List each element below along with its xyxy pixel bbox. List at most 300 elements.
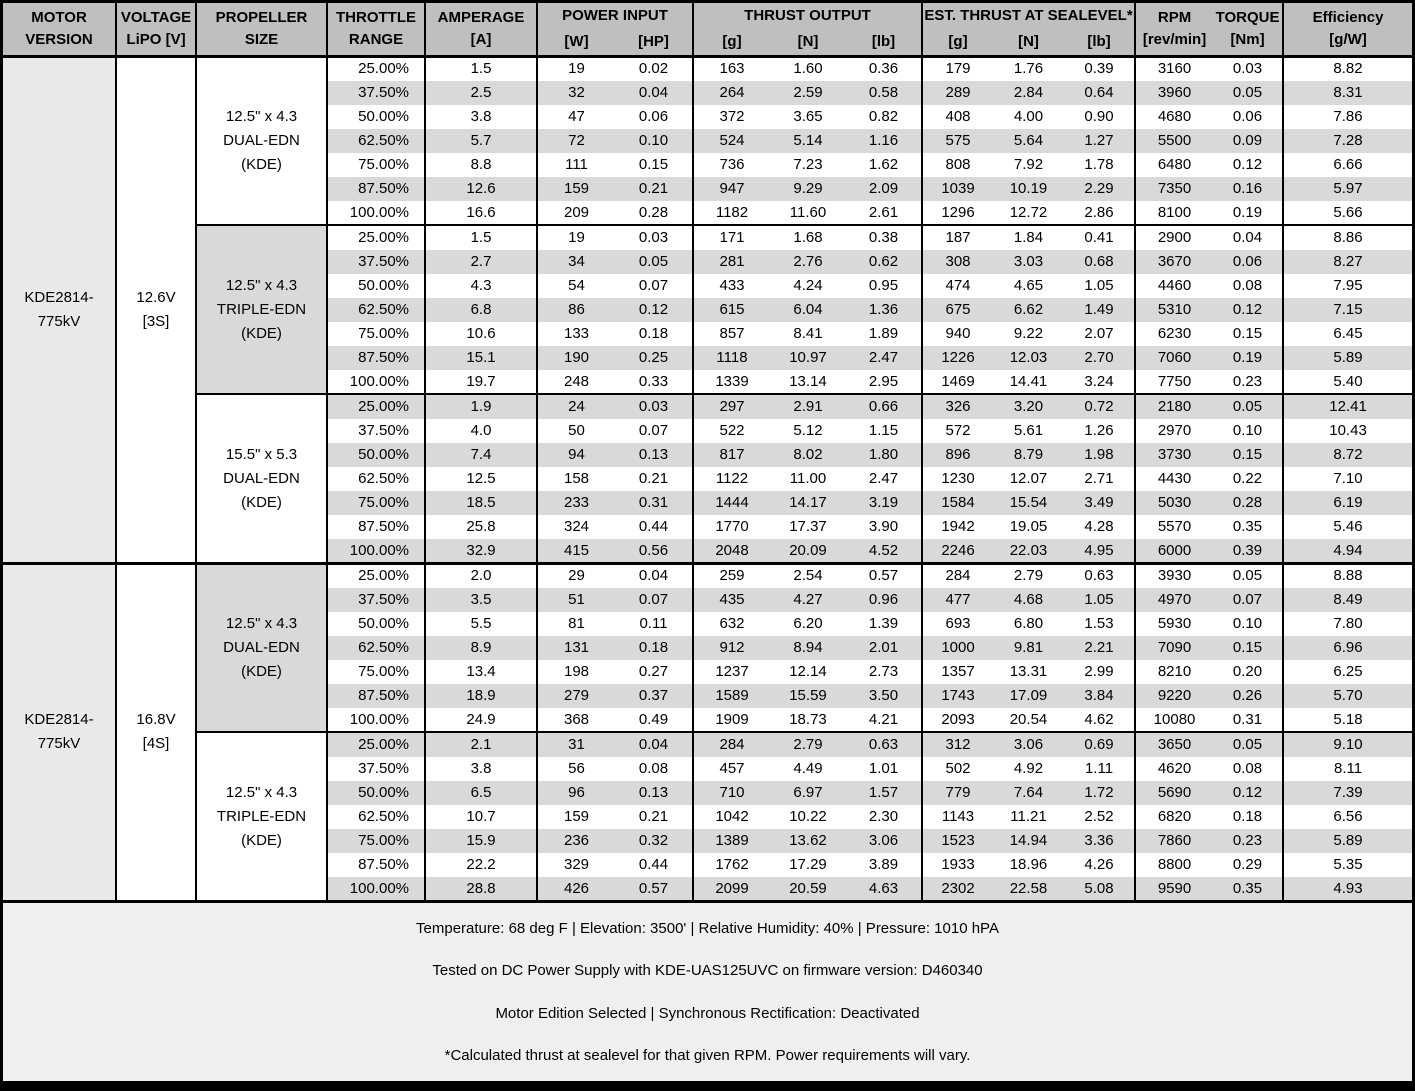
cell-est-lb: 1.78 <box>1064 153 1135 177</box>
cell-est-n: 3.03 <box>993 250 1064 274</box>
cell-est-n: 19.05 <box>993 515 1064 539</box>
cell-thrust-n: 10.97 <box>770 346 846 370</box>
header-label: [A] <box>470 31 492 48</box>
cell-efficiency: 8.11 <box>1283 757 1412 781</box>
cell-torque: 0.12 <box>1213 153 1283 177</box>
cell-est-n: 7.92 <box>993 153 1064 177</box>
cell-power-hp: 0.11 <box>615 612 693 636</box>
cell-torque: 0.39 <box>1213 539 1283 563</box>
cell-power-hp: 0.04 <box>615 732 693 756</box>
propeller-cell-line: (KDE) <box>241 493 282 511</box>
cell-power-w: 81 <box>537 612 615 636</box>
cell-power-w: 29 <box>537 563 615 587</box>
cell-efficiency: 6.45 <box>1283 322 1412 346</box>
cell-power-hp: 0.57 <box>615 877 693 901</box>
cell-efficiency: 8.82 <box>1283 57 1412 81</box>
voltage-cell <box>116 57 196 564</box>
cell-throttle: 87.50% <box>327 515 425 539</box>
cell-rpm: 5570 <box>1135 515 1213 539</box>
cell-amperage: 22.2 <box>425 853 537 877</box>
cell-amperage: 18.9 <box>425 684 537 708</box>
cell-torque: 0.08 <box>1213 274 1283 298</box>
cell-thrust-lb: 2.73 <box>846 660 922 684</box>
cell-power-hp: 0.33 <box>615 370 693 394</box>
cell-est-lb: 2.86 <box>1064 201 1135 225</box>
cell-thrust-n: 18.73 <box>770 708 846 732</box>
cell-power-hp: 0.32 <box>615 829 693 853</box>
cell-thrust-g: 912 <box>693 636 770 660</box>
cell-power-hp: 0.21 <box>615 805 693 829</box>
cell-thrust-g: 947 <box>693 177 770 201</box>
cell-amperage: 25.8 <box>425 515 537 539</box>
cell-rpm: 4970 <box>1135 588 1213 612</box>
cell-amperage: 10.6 <box>425 322 537 346</box>
cell-est-lb: 4.28 <box>1064 515 1135 539</box>
cell-thrust-n: 8.94 <box>770 636 846 660</box>
cell-throttle: 87.50% <box>327 177 425 201</box>
cell-throttle: 25.00% <box>327 57 425 81</box>
propeller-cell-line: 12.5" x 4.3 <box>225 783 298 801</box>
cell-amperage: 2.7 <box>425 250 537 274</box>
cell-efficiency: 5.46 <box>1283 515 1412 539</box>
cell-power-hp: 0.13 <box>615 781 693 805</box>
cell-est-lb: 0.68 <box>1064 250 1135 274</box>
cell-amperage: 3.8 <box>425 757 537 781</box>
cell-est-g: 1942 <box>922 515 993 539</box>
cell-power-w: 19 <box>537 57 615 81</box>
cell-rpm: 3650 <box>1135 732 1213 756</box>
cell-amperage: 2.5 <box>425 81 537 105</box>
cell-power-hp: 0.07 <box>615 274 693 298</box>
cell-throttle: 100.00% <box>327 539 425 563</box>
cell-thrust-lb: 0.58 <box>846 81 922 105</box>
footer-test-equipment: Tested on DC Power Supply with KDE-UAS125UVC on firmware version: D460340 <box>432 962 983 980</box>
cell-thrust-g: 1909 <box>693 708 770 732</box>
cell-thrust-g: 1762 <box>693 853 770 877</box>
cell-est-n: 10.19 <box>993 177 1064 201</box>
col-header-amperage <box>425 3 537 57</box>
cell-efficiency: 6.96 <box>1283 636 1412 660</box>
cell-throttle: 75.00% <box>327 660 425 684</box>
cell-efficiency: 8.86 <box>1283 225 1412 249</box>
cell-thrust-n: 20.59 <box>770 877 846 901</box>
cell-efficiency: 6.56 <box>1283 805 1412 829</box>
cell-amperage: 15.9 <box>425 829 537 853</box>
cell-power-w: 86 <box>537 298 615 322</box>
cell-est-n: 8.79 <box>993 443 1064 467</box>
cell-thrust-n: 8.41 <box>770 322 846 346</box>
cell-amperage: 2.1 <box>425 732 537 756</box>
cell-thrust-n: 13.14 <box>770 370 846 394</box>
propeller-cell-line: DUAL-EDN <box>223 132 300 150</box>
cell-thrust-n: 2.79 <box>770 732 846 756</box>
cell-torque: 0.07 <box>1213 588 1283 612</box>
cell-est-lb: 2.70 <box>1064 346 1135 370</box>
cell-thrust-lb: 0.63 <box>846 732 922 756</box>
cell-power-w: 279 <box>537 684 615 708</box>
cell-amperage: 18.5 <box>425 491 537 515</box>
cell-thrust-n: 4.27 <box>770 588 846 612</box>
cell-est-n: 1.84 <box>993 225 1064 249</box>
cell-est-n: 14.94 <box>993 829 1064 853</box>
cell-est-n: 12.07 <box>993 467 1064 491</box>
unit-header-hp: [HP] <box>615 29 693 57</box>
cell-efficiency: 6.66 <box>1283 153 1412 177</box>
cell-thrust-lb: 1.36 <box>846 298 922 322</box>
cell-torque: 0.28 <box>1213 491 1283 515</box>
cell-thrust-lb: 0.57 <box>846 563 922 587</box>
table-row <box>3 225 1412 249</box>
cell-rpm: 3960 <box>1135 81 1213 105</box>
cell-throttle: 62.50% <box>327 298 425 322</box>
cell-torque: 0.18 <box>1213 805 1283 829</box>
cell-torque: 0.35 <box>1213 877 1283 901</box>
cell-rpm: 8210 <box>1135 660 1213 684</box>
cell-torque: 0.16 <box>1213 177 1283 201</box>
cell-est-g: 308 <box>922 250 993 274</box>
cell-power-hp: 0.27 <box>615 660 693 684</box>
cell-thrust-g: 1042 <box>693 805 770 829</box>
table-row <box>3 394 1412 418</box>
cell-torque: 0.05 <box>1213 394 1283 418</box>
cell-thrust-lb: 4.52 <box>846 539 922 563</box>
motor-version-cell-line: KDE2814- <box>24 711 94 729</box>
cell-thrust-lb: 1.39 <box>846 612 922 636</box>
cell-power-hp: 0.18 <box>615 322 693 346</box>
col-header-motor-version <box>3 3 116 57</box>
cell-amperage: 10.7 <box>425 805 537 829</box>
cell-est-lb: 0.41 <box>1064 225 1135 249</box>
cell-throttle: 100.00% <box>327 201 425 225</box>
cell-est-g: 572 <box>922 419 993 443</box>
cell-thrust-lb: 1.57 <box>846 781 922 805</box>
header-label: LiPO [V] <box>126 31 186 48</box>
cell-est-n: 14.41 <box>993 370 1064 394</box>
cell-efficiency: 6.19 <box>1283 491 1412 515</box>
propeller-cell-line: 12.5" x 4.3 <box>225 615 298 633</box>
cell-power-hp: 0.44 <box>615 515 693 539</box>
cell-thrust-lb: 0.62 <box>846 250 922 274</box>
cell-thrust-lb: 3.06 <box>846 829 922 853</box>
cell-torque: 0.09 <box>1213 129 1283 153</box>
cell-rpm: 2180 <box>1135 394 1213 418</box>
cell-torque: 0.19 <box>1213 346 1283 370</box>
cell-est-g: 1143 <box>922 805 993 829</box>
cell-power-hp: 0.15 <box>615 153 693 177</box>
cell-rpm: 3670 <box>1135 250 1213 274</box>
cell-est-n: 11.21 <box>993 805 1064 829</box>
cell-rpm: 9220 <box>1135 684 1213 708</box>
cell-est-n: 7.64 <box>993 781 1064 805</box>
cell-thrust-g: 259 <box>693 563 770 587</box>
cell-est-g: 808 <box>922 153 993 177</box>
cell-efficiency: 7.15 <box>1283 298 1412 322</box>
cell-power-w: 236 <box>537 829 615 853</box>
cell-thrust-lb: 4.63 <box>846 877 922 901</box>
cell-amperage: 13.4 <box>425 660 537 684</box>
cell-throttle: 100.00% <box>327 708 425 732</box>
unit-header-est-lb: [lb] <box>1064 29 1135 57</box>
cell-est-g: 575 <box>922 129 993 153</box>
col-header-efficiency <box>1283 3 1412 57</box>
cell-est-g: 179 <box>922 57 993 81</box>
cell-est-lb: 1.27 <box>1064 129 1135 153</box>
propeller-cell-line: TRIPLE-EDN <box>216 807 307 825</box>
cell-est-n: 1.76 <box>993 57 1064 81</box>
col-header-throttle <box>327 3 425 57</box>
cell-thrust-n: 4.24 <box>770 274 846 298</box>
cell-thrust-n: 15.59 <box>770 684 846 708</box>
cell-est-n: 3.06 <box>993 732 1064 756</box>
cell-power-w: 368 <box>537 708 615 732</box>
cell-est-g: 940 <box>922 322 993 346</box>
cell-throttle: 37.50% <box>327 81 425 105</box>
cell-power-w: 34 <box>537 250 615 274</box>
cell-thrust-lb: 0.82 <box>846 105 922 129</box>
cell-est-n: 5.64 <box>993 129 1064 153</box>
col-header-voltage <box>116 3 196 57</box>
cell-throttle: 50.00% <box>327 443 425 467</box>
cell-est-g: 326 <box>922 394 993 418</box>
cell-power-w: 31 <box>537 732 615 756</box>
cell-est-g: 1357 <box>922 660 993 684</box>
cell-throttle: 62.50% <box>327 805 425 829</box>
cell-throttle: 50.00% <box>327 105 425 129</box>
cell-power-hp: 0.06 <box>615 105 693 129</box>
cell-power-w: 51 <box>537 588 615 612</box>
header-label: TORQUE <box>1215 9 1280 26</box>
cell-thrust-lb: 1.15 <box>846 419 922 443</box>
cell-thrust-n: 2.54 <box>770 563 846 587</box>
cell-est-lb: 3.36 <box>1064 829 1135 853</box>
cell-est-lb: 2.07 <box>1064 322 1135 346</box>
cell-thrust-g: 435 <box>693 588 770 612</box>
motor-version-cell <box>3 563 116 901</box>
cell-rpm: 2970 <box>1135 419 1213 443</box>
cell-thrust-g: 1182 <box>693 201 770 225</box>
cell-rpm: 4620 <box>1135 757 1213 781</box>
cell-thrust-n: 4.49 <box>770 757 846 781</box>
cell-est-g: 1933 <box>922 853 993 877</box>
cell-est-g: 2093 <box>922 708 993 732</box>
cell-thrust-g: 817 <box>693 443 770 467</box>
cell-power-hp: 0.28 <box>615 201 693 225</box>
cell-power-w: 72 <box>537 129 615 153</box>
cell-est-g: 1230 <box>922 467 993 491</box>
cell-amperage: 19.7 <box>425 370 537 394</box>
cell-rpm: 4680 <box>1135 105 1213 129</box>
cell-throttle: 25.00% <box>327 563 425 587</box>
cell-power-hp: 0.10 <box>615 129 693 153</box>
cell-est-g: 1226 <box>922 346 993 370</box>
cell-thrust-n: 1.60 <box>770 57 846 81</box>
cell-efficiency: 8.27 <box>1283 250 1412 274</box>
cell-throttle: 25.00% <box>327 732 425 756</box>
cell-est-g: 675 <box>922 298 993 322</box>
cell-rpm: 6230 <box>1135 322 1213 346</box>
cell-thrust-n: 12.14 <box>770 660 846 684</box>
cell-rpm: 4460 <box>1135 274 1213 298</box>
table-header <box>3 3 1412 57</box>
cell-thrust-n: 11.60 <box>770 201 846 225</box>
cell-throttle: 62.50% <box>327 467 425 491</box>
cell-est-lb: 1.26 <box>1064 419 1135 443</box>
cell-torque: 0.20 <box>1213 660 1283 684</box>
cell-rpm: 3730 <box>1135 443 1213 467</box>
cell-thrust-n: 10.22 <box>770 805 846 829</box>
cell-thrust-n: 5.12 <box>770 419 846 443</box>
cell-thrust-g: 372 <box>693 105 770 129</box>
cell-power-w: 233 <box>537 491 615 515</box>
cell-thrust-g: 297 <box>693 394 770 418</box>
cell-thrust-g: 1122 <box>693 467 770 491</box>
cell-power-w: 47 <box>537 105 615 129</box>
cell-thrust-g: 171 <box>693 225 770 249</box>
cell-torque: 0.35 <box>1213 515 1283 539</box>
cell-est-n: 4.65 <box>993 274 1064 298</box>
cell-power-w: 159 <box>537 805 615 829</box>
cell-thrust-g: 736 <box>693 153 770 177</box>
cell-efficiency: 7.28 <box>1283 129 1412 153</box>
cell-est-n: 4.00 <box>993 105 1064 129</box>
cell-est-g: 187 <box>922 225 993 249</box>
cell-torque: 0.15 <box>1213 636 1283 660</box>
cell-thrust-g: 522 <box>693 419 770 443</box>
cell-throttle: 25.00% <box>327 225 425 249</box>
cell-thrust-lb: 0.38 <box>846 225 922 249</box>
cell-est-g: 779 <box>922 781 993 805</box>
cell-thrust-g: 632 <box>693 612 770 636</box>
cell-throttle: 75.00% <box>327 829 425 853</box>
cell-thrust-g: 2099 <box>693 877 770 901</box>
cell-torque: 0.05 <box>1213 81 1283 105</box>
col-header-rpm <box>1135 3 1213 57</box>
cell-est-lb: 2.29 <box>1064 177 1135 201</box>
cell-power-w: 96 <box>537 781 615 805</box>
cell-est-g: 477 <box>922 588 993 612</box>
cell-efficiency: 5.40 <box>1283 370 1412 394</box>
cell-efficiency: 7.10 <box>1283 467 1412 491</box>
propeller-cell-line: TRIPLE-EDN <box>216 300 307 318</box>
cell-power-w: 198 <box>537 660 615 684</box>
cell-efficiency: 4.94 <box>1283 539 1412 563</box>
table-row <box>3 563 1412 587</box>
cell-thrust-lb: 3.19 <box>846 491 922 515</box>
cell-torque: 0.04 <box>1213 225 1283 249</box>
cell-thrust-n: 17.37 <box>770 515 846 539</box>
cell-thrust-n: 2.76 <box>770 250 846 274</box>
voltage-cell <box>116 563 196 901</box>
cell-est-lb: 2.21 <box>1064 636 1135 660</box>
cell-efficiency: 10.43 <box>1283 419 1412 443</box>
cell-rpm: 6820 <box>1135 805 1213 829</box>
cell-torque: 0.03 <box>1213 57 1283 81</box>
cell-thrust-n: 17.29 <box>770 853 846 877</box>
propeller-cell-line: (KDE) <box>241 324 282 342</box>
propeller-cell-line: (KDE) <box>241 663 282 681</box>
cell-throttle: 37.50% <box>327 419 425 443</box>
cell-power-w: 324 <box>537 515 615 539</box>
cell-est-n: 12.03 <box>993 346 1064 370</box>
cell-efficiency: 7.95 <box>1283 274 1412 298</box>
cell-est-g: 693 <box>922 612 993 636</box>
cell-amperage: 4.0 <box>425 419 537 443</box>
cell-efficiency: 5.97 <box>1283 177 1412 201</box>
cell-torque: 0.31 <box>1213 708 1283 732</box>
cell-throttle: 75.00% <box>327 491 425 515</box>
unit-header-est-g: [g] <box>922 29 993 57</box>
col-header-thrust-output: THRUST OUTPUT <box>693 3 922 29</box>
cell-power-hp: 0.03 <box>615 394 693 418</box>
cell-rpm: 4430 <box>1135 467 1213 491</box>
cell-torque: 0.06 <box>1213 105 1283 129</box>
cell-est-n: 4.68 <box>993 588 1064 612</box>
cell-efficiency: 8.72 <box>1283 443 1412 467</box>
cell-est-lb: 0.69 <box>1064 732 1135 756</box>
cell-power-hp: 0.56 <box>615 539 693 563</box>
cell-est-n: 3.20 <box>993 394 1064 418</box>
cell-torque: 0.15 <box>1213 322 1283 346</box>
cell-thrust-lb: 3.90 <box>846 515 922 539</box>
cell-torque: 0.15 <box>1213 443 1283 467</box>
cell-thrust-n: 11.00 <box>770 467 846 491</box>
cell-efficiency: 7.39 <box>1283 781 1412 805</box>
cell-efficiency: 7.86 <box>1283 105 1412 129</box>
cell-thrust-g: 1237 <box>693 660 770 684</box>
header-label: VOLTAGE <box>120 9 192 26</box>
header-label: SIZE <box>244 31 279 48</box>
cell-thrust-n: 5.14 <box>770 129 846 153</box>
col-header-est-thrust-sealevel: EST. THRUST AT SEALEVEL* <box>922 3 1135 29</box>
cell-amperage: 1.5 <box>425 225 537 249</box>
cell-amperage: 3.8 <box>425 105 537 129</box>
cell-rpm: 5030 <box>1135 491 1213 515</box>
cell-thrust-lb: 4.21 <box>846 708 922 732</box>
header-label: THROTTLE <box>336 9 416 26</box>
cell-est-lb: 1.05 <box>1064 588 1135 612</box>
performance-table <box>3 3 1412 903</box>
cell-thrust-n: 1.68 <box>770 225 846 249</box>
cell-throttle: 62.50% <box>327 636 425 660</box>
cell-power-hp: 0.04 <box>615 81 693 105</box>
cell-amperage: 4.3 <box>425 274 537 298</box>
cell-rpm: 5930 <box>1135 612 1213 636</box>
cell-thrust-g: 1444 <box>693 491 770 515</box>
cell-thrust-lb: 2.09 <box>846 177 922 201</box>
cell-amperage: 15.1 <box>425 346 537 370</box>
cell-rpm: 7060 <box>1135 346 1213 370</box>
footer-notes <box>3 903 1412 1081</box>
cell-thrust-lb: 0.95 <box>846 274 922 298</box>
cell-power-w: 50 <box>537 419 615 443</box>
cell-power-w: 415 <box>537 539 615 563</box>
cell-thrust-g: 1118 <box>693 346 770 370</box>
cell-efficiency: 5.35 <box>1283 853 1412 877</box>
cell-est-lb: 0.64 <box>1064 81 1135 105</box>
cell-thrust-lb: 2.95 <box>846 370 922 394</box>
cell-rpm: 9590 <box>1135 877 1213 901</box>
cell-rpm: 6480 <box>1135 153 1213 177</box>
cell-est-lb: 5.08 <box>1064 877 1135 901</box>
cell-est-lb: 0.63 <box>1064 563 1135 587</box>
cell-power-w: 248 <box>537 370 615 394</box>
cell-thrust-g: 433 <box>693 274 770 298</box>
cell-est-n: 12.72 <box>993 201 1064 225</box>
cell-amperage: 12.6 <box>425 177 537 201</box>
cell-thrust-lb: 1.80 <box>846 443 922 467</box>
cell-thrust-lb: 1.89 <box>846 322 922 346</box>
cell-power-hp: 0.04 <box>615 563 693 587</box>
